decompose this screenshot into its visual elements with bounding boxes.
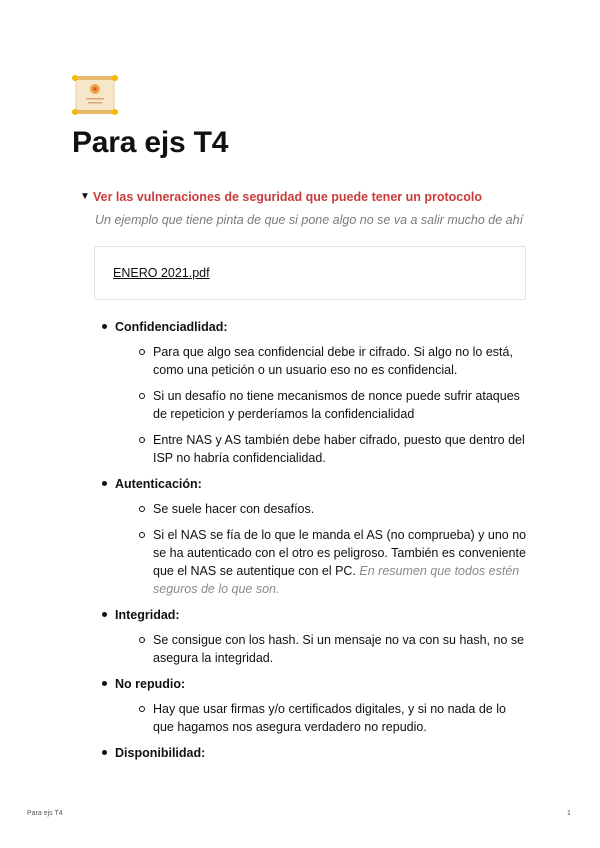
list-item-text: Si el NAS se fía de lo que le manda el AS (no comprueba) y uno no se ha autenticado con el otro es peligroso. También es conveniente que el NAS se autentique con el PC. xyxy=(153,528,527,578)
bullet-label: No repudio: xyxy=(115,677,186,691)
list-item: Si un desafío no tiene mecanismos de nonce puede sufrir ataques de repeticion y perderíamos la confidencialidad xyxy=(115,387,530,423)
list-item-note: En resumen que todos estén seguros de lo que son. xyxy=(153,564,520,596)
list-item: Se consigue con los hash. Si un mensaje no va con su hash, no se asegura la integridad. xyxy=(115,631,530,667)
bullet-no-repudio xyxy=(100,675,530,736)
page-number: 1 xyxy=(567,810,571,817)
toggle-block[interactable] xyxy=(80,190,540,204)
bullet-confidencialidad xyxy=(100,318,530,467)
bullet-label: Disponibilidad: xyxy=(115,746,206,760)
toggle-subtitle: Un ejemplo que tiene pinta de que si pone algo no se va a salir mucho de ahí xyxy=(95,213,524,227)
bullet-autenticacion xyxy=(100,475,530,598)
scroll-icon xyxy=(72,73,118,117)
footer-title: Para ejs T4 xyxy=(27,810,63,817)
bullet-label: Confidenciadlidad: xyxy=(115,320,228,334)
file-link[interactable]: ENERO 2021.pdf xyxy=(113,266,210,280)
list-item: Entre NAS y AS también debe haber cifrado, puesto que dentro del ISP no habría confidencialidad. xyxy=(115,431,530,467)
bullet-disponibilidad xyxy=(100,744,530,762)
page-title: Para ejs T4 xyxy=(72,126,229,159)
list-item xyxy=(115,526,530,598)
bullet-list xyxy=(100,318,530,769)
bullet-label: Integridad: xyxy=(115,608,180,622)
toggle-title[interactable]: Ver las vulneraciones de seguridad que puede tener un protocolo xyxy=(93,190,482,204)
list-item: Para que algo sea confidencial debe ir cifrado. Si algo no lo está, como una petición o un usuario eso no es confidencial. xyxy=(115,343,530,379)
list-item: Hay que usar firmas y/o certificados digitales, y si no nada de lo que hagamos nos asegura verdadero no repudio. xyxy=(115,700,530,736)
bullet-integridad xyxy=(100,606,530,667)
bullet-label: Autenticación: xyxy=(115,477,202,491)
list-item: Se suele hacer con desafíos. xyxy=(115,500,530,518)
triangle-down-icon[interactable]: ▼ xyxy=(80,191,90,202)
file-attachment[interactable] xyxy=(94,246,526,300)
